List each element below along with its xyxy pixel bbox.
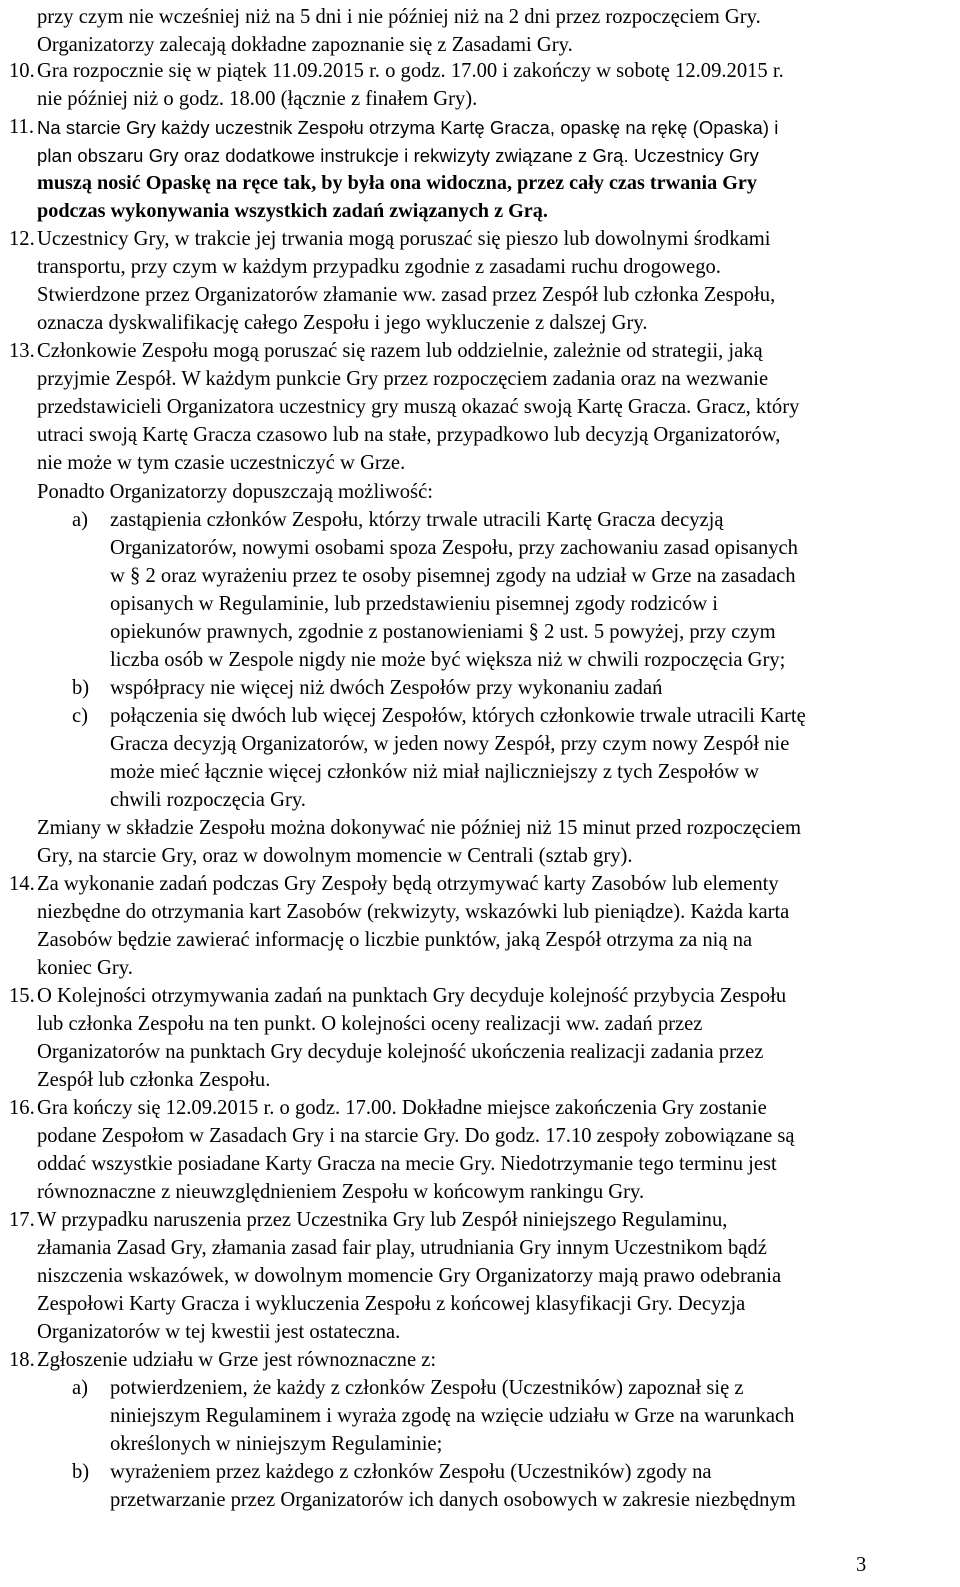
text-line: Zmiany w składzie Zespołu można dokonywać nie później niż 15 minut przed rozpoczęciem [37,817,801,839]
text-line: oznacza dyskwalifikację całego Zespołu i jego wykluczenie z dalszej Gry. [37,312,648,334]
text-line: przedstawicieli Organizatora uczestnicy gry muszą okazać swoją Kartę Gracza. Gracz, który [37,396,800,418]
paragraph-number: 17. [9,1209,35,1231]
text-line: przetwarzanie przez Organizatorów ich danych osobowych w zakresie niezbędnym [110,1489,796,1511]
text-line: może mieć łącznie więcej członków niż miał najliczniejszy z tych Zespołów w [110,761,760,783]
text-line: połączenia się dwóch lub więcej Zespołów, których członkowie trwale utracili Kartę [110,705,806,727]
text-line: podczas wykonywania wszystkich zadań związanych z Grą. [37,200,548,222]
text-line: wyrażeniem przez każdego z członków Zespołu (Uczestników) zgody na [110,1461,712,1483]
text-line: nie później niż o godz. 18.00 (łącznie z finałem Gry). [37,88,478,110]
text-line: Zespołowi Karty Gracza i wykluczenia Zespołu z końcowej klasyfikacji Gry. Decyzja [37,1293,746,1315]
text-line: W przypadku naruszenia przez Uczestnika Gry lub Zespół niniejszego Regulaminu, [37,1209,728,1231]
paragraph-number: 18. [9,1349,35,1371]
sub-item-marker: a) [72,1377,88,1399]
text-line: liczba osób w Zespole nigdy nie może być większa niż w chwili rozpoczęcia Gry; [110,649,786,671]
text-line: Organizatorzy zalecają dokładne zapoznanie się z Zasadami Gry. [37,34,573,56]
text-line: niniejszym Regulaminem i wyraża zgodę na wzięcie udziału w Grze na warunkach [110,1405,795,1427]
text-line: Gra kończy się 12.09.2015 r. o godz. 17.00. Dokładne miejsce zakończenia Gry zostanie [37,1097,767,1119]
text-line: Zasobów będzie zawierać informację o liczbie punktów, jaką Zespół otrzyma za nią na [37,929,753,951]
text-line: utraci swoją Kartę Gracza czasowo lub na stałe, przypadkowo lub decyzją Organizatorów, [37,424,781,446]
text-line: Członkowie Zespołu mogą poruszać się razem lub oddzielnie, zależnie od strategii, jaką [37,340,763,362]
text-line: złamania Zasad Gry, złamania zasad fair play, utrudniania Gry innym Uczestnikom bądź [37,1237,767,1259]
text-line: opisanych w Regulaminie, lub przedstawieniu pisemnej zgody rodziców i [110,593,718,615]
paragraph-number: 13. [9,340,35,362]
text-line: koniec Gry. [37,957,133,979]
text-line: lub członka Zespołu na ten punkt. O kolejności oceny realizacji ww. zadań przez [37,1013,703,1035]
text-line: transportu, przy czym w każdym przypadku zgodnie z zasadami ruchu drogowego. [37,256,721,278]
text-line: przyjmie Zespół. W każdym punkcie Gry przez rozpoczęciem zadania oraz na wezwanie [37,368,769,390]
text-line: Organizatorów, nowymi osobami spoza Zespołu, przy zachowaniu zasad opisanych [110,537,798,559]
paragraph-number: 11. [9,116,34,138]
text-line: Stwierdzone przez Organizatorów złamanie ww. zasad przez Zespół lub członka Zespołu, [37,284,776,306]
text-line: O Kolejności otrzymywania zadań na punktach Gry decyduje kolejność przybycia Zespołu [37,985,787,1007]
paragraph-number: 16. [9,1097,35,1119]
text-line: Uczestnicy Gry, w trakcie jej trwania mogą poruszać się pieszo lub dowolnymi środkami [37,228,771,250]
text-line: plan obszaru Gry oraz dodatkowe instrukcje i rekwizyty związane z Grą. Uczestnicy Gry [37,145,759,166]
text-line: chwili rozpoczęcia Gry. [110,789,306,811]
sub-item-marker: b) [72,1461,90,1483]
text-line: Organizatorów w tej kwestii jest ostateczna. [37,1321,401,1343]
text-line: Za wykonanie zadań podczas Gry Zespoły będą otrzymywać karty Zasobów lub elementy [37,873,779,895]
text-line: przy czym nie wcześniej niż na 5 dni i nie później niż na 2 dni przez rozpoczęciem Gry. [37,6,761,28]
paragraph-number: 14. [9,873,35,895]
paragraph-number: 15. [9,985,35,1007]
sub-item-marker: b) [72,677,90,699]
text-line: muszą nosić Opaskę na ręce tak, by była ona widoczna, przez cały czas trwania Gry [37,172,757,194]
text-line: Ponadto Organizatorzy dopuszczają możliwość: [37,481,433,503]
text-line: Gra rozpocznie się w piątek 11.09.2015 r. o godz. 17.00 i zakończy w sobotę 12.09.2015 r. [37,60,784,82]
text-line: potwierdzeniem, że każdy z członków Zespołu (Uczestników) zapoznał się z [110,1377,744,1399]
text-line: nie może w tym czasie uczestniczyć w Grze. [37,452,406,474]
text-line: Gry, na starcie Gry, oraz w dowolnym momencie w Centrali (sztab gry). [37,845,633,867]
paragraph-number: 10. [9,60,35,82]
text-line: współpracy nie więcej niż dwóch Zespołów przy wykonaniu zadań [110,677,663,699]
text-line: równoznaczne z nieuwzględnieniem Zespołu w końcowym rankingu Gry. [37,1181,645,1203]
text-line: określonych w niniejszym Regulaminie; [110,1433,443,1455]
text-line: zastąpienia członków Zespołu, którzy trwale utracili Kartę Gracza decyzją [110,509,724,531]
text-line: Zgłoszenie udziału w Grze jest równoznaczne z: [37,1349,437,1371]
sub-item-marker: a) [72,509,88,531]
paragraph-number: 12. [9,228,35,250]
text-line: Organizatorów na punktach Gry decyduje kolejność ukończenia realizacji zadania przez [37,1041,764,1063]
sub-item-marker: c) [72,705,88,727]
text-line: w § 2 oraz wyrażeniu przez te osoby pisemnej zgody na udział w Grze na zasadach [110,565,796,587]
text-line: oddać wszystkie posiadane Karty Gracza na mecie Gry. Niedotrzymanie tego terminu jest [37,1153,777,1175]
text-line: opiekunów prawnych, zgodnie z postanowieniami § 2 ust. 5 powyżej, przy czym [110,621,776,643]
text-line: niezbędne do otrzymania kart Zasobów (rekwizyty, wskazówki lub pieniądze). Każda karta [37,901,790,923]
text-line: niszczenia wskazówek, w dowolnym momencie Gry Organizatorzy mają prawo odebrania [37,1265,782,1287]
text-line: Na starcie Gry każdy uczestnik Zespołu otrzyma Kartę Gracza, opaskę na rękę (Opaska) i [37,117,779,138]
text-line: Zespół lub członka Zespołu. [37,1069,271,1091]
text-line: podane Zespołom w Zasadach Gry i na starcie Gry. Do godz. 17.10 zespoły zobowiązane są [37,1125,795,1147]
page-number: 3 [856,1554,867,1576]
text-line: Gracza decyzją Organizatorów, w jeden nowy Zespół, przy czym nowy Zespół nie [110,733,790,755]
